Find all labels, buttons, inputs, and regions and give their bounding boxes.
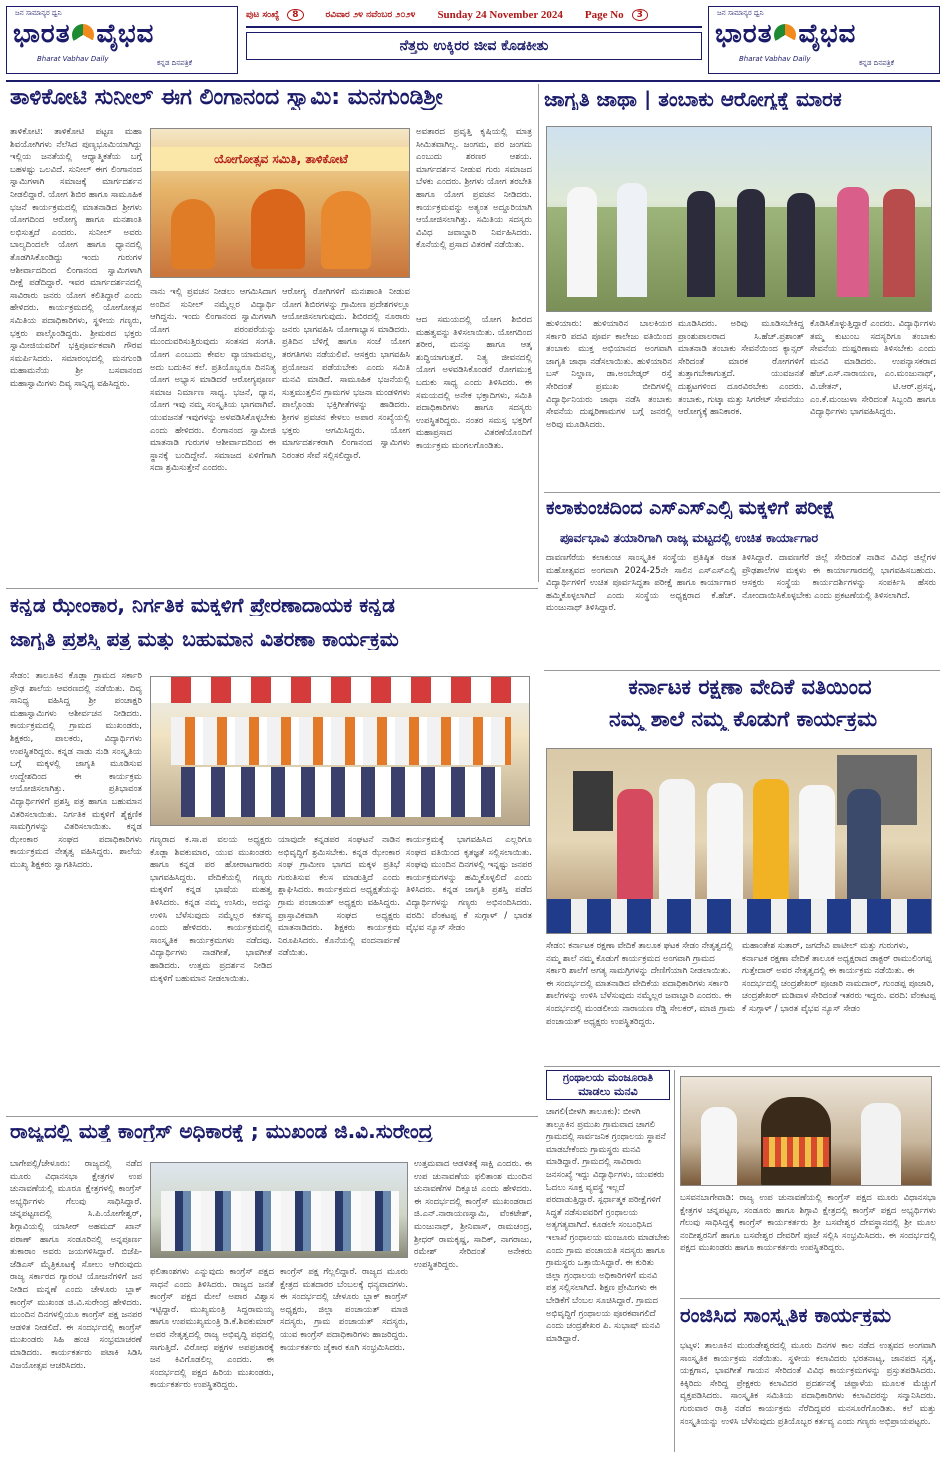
article4-photo (150, 676, 530, 826)
article6-headline-box (546, 1070, 670, 1100)
logo-word-bharata: ಭಾರತ (13, 19, 71, 49)
article5-headline-line1: ಕರ್ನಾಟಕ ರಕ್ಷಣಾ ವೇದಿಕೆ ವತಿಯಿಂದ (628, 676, 872, 699)
article5-column-2: ಮಹಾಂತೇಶ ಸುತಾರ್, ಜಗದೇವಿ ಪಾಟೀಲ್ ಮತ್ತು ಗುರುಗಳು, ಕರ್ನಾಟಕ ರಕ್ಷಣಾ ವೇದಿಕೆ ತಾಲೂಕ ಅಧ್ಯಕ್ಷರಾದ ಡಾಕ್ಟರ್ ರಾಮುಲಿಂಗಪ್ಪ ಗುತ್ತೇದಾರ್ ಅವರ ನೇತೃತ್ವದಲ್ಲಿ ಈ ಕಾರ್ಯಕ್ರಮ ನಡೆಯಿತು. ಈ ಸಂದರ್ಭದಲ್ಲಿ ಚಂದ್ರಶೇಖರ್ ಪೂಜಾರಿ ನಾಮದಾರ್, ಗುಂಡಪ್ಪ ಪೂಜಾರಿ, ಚಂದ್ರಶೇಖರ್ ಮಡಿವಾಳ ಸೇರಿದಂತೆ ಇತರರು ಇದ್ದರು. ವರದಿ: ವೆಂಕಟಪ್ಪ ಕೆ ಸುಗ್ಗಾಳ್ / ಭಾರತ ವೈಭವ ನ್ಯೂಸ್ ಸೇಡಂ (742, 941, 936, 1014)
person-figure (883, 189, 915, 297)
english-date: Sunday 24 November 2024 (437, 9, 563, 21)
logo-word-vaibhava: ವೈಭವ (798, 19, 857, 49)
column-divider (538, 84, 539, 582)
article1-column-2: ನಾನು ಇಲ್ಲಿ ಪ್ರವಚನ ನೀಡಲು ಆಗಮಿಸಿದಾಗ ಅಂದಿನ ಸುನೀಲ್ ನಮ್ಮೆಲ್ಲರ ವಿದ್ಯಾರ್ಥಿ ಆಗಿದ್ದನು. ಇಂದು ಲಿಂಗಾನಂದ ಸ್ವಾಮಿಗಳಾಗಿ ಯೋಗ ಪರಂಪರೆಯನ್ನು ಮುಂದುವರಿಸುತ್ತಿರುವುದು ಸಂತಸದ ಸಂಗತಿ. ಯೋಗ ಎಂಬುದು ಕೇವಲ ವ್ಯಾಯಾಮವಲ್ಲ, ಅದು ಬದುಕಿನ ಕಲೆ. ಪ್ರತಿಯೊಬ್ಬರೂ ದಿನನಿತ್ಯ ಯೋಗ ಅಭ್ಯಾಸ ಮಾಡಿದರೆ ಆರೋಗ್ಯಪೂರ್ಣ ಸಮಾಜ ನಿರ್ಮಾಣ ಸಾಧ್ಯ. ಭಜನೆ, ಧ್ಯಾನ, ಯೋಗ ಇವು ನಮ್ಮ ಸಂಸ್ಕೃತಿಯ ಭಾಗವಾಗಿವೆ. ಯುವಜನತೆ ಇವುಗಳನ್ನು ಅಳವಡಿಸಿಕೊಳ್ಳಬೇಕು ಎಂದು ಹೇಳಿದರು. ಲಿಂಗಾನಂದ ಸ್ವಾಮೀಜಿ ಮಾತನಾಡಿ ಗುರುಗಳ ಆಶೀರ್ವಾದದಿಂದ ಈ ಸ್ಥಾನಕ್ಕೆ ಬಂದಿದ್ದೇನೆ. ಸಮಾಜದ ಏಳಿಗೆಗಾಗಿ ಸದಾ ಶ್ರಮಿಸುತ್ತೇನೆ ಎಂದರು. (150, 287, 276, 474)
person-figure (787, 193, 815, 297)
article4-column-4: ಕಾರ್ಯಕ್ರಮಕ್ಕೆ ಭಾಗವಹಿಸಿದ ಎಲ್ಲರಿಗೂ ಸಂಘದ ವತಿಯಿಂದ ಕೃತಜ್ಞತೆ ಸಲ್ಲಿಸಲಾಯಿತು. ಸಂಘವು ಮುಂದಿನ ದಿನಗಳಲ್ಲಿ ಇನ್ನಷ್ಟು ಜನಪರ ಕಾರ್ಯಕ್ರಮಗಳನ್ನು ಹಮ್ಮಿಕೊಳ್ಳಲಿದೆ ಎಂದು ತಿಳಿಸಿದರು. ಕನ್ನಡ ಜಾಗೃತಿ ಪ್ರಶಸ್ತಿ ಪಡೆದ ವಿದ್ಯಾರ್ಥಿಗಳನ್ನು ಗಣ್ಯರು ಅಭಿನಂದಿಸಿದರು. ವರದಿ: ವೆಂಕಟಪ್ಪ ಕೆ ಸುಗ್ಗಾಳ್ / ಭಾರತ ವೈಭವ ನ್ಯೂಸ್ ಸೇಡಂ (406, 835, 532, 934)
article3-column-2: ತಿಳಿಸಿದ್ದಾರೆ. ದಾವಣಗೆರೆ ಜಿಲ್ಲೆ ಸೇರಿದಂತೆ ನಾಡಿನ ವಿವಿಧ ಜಿಲ್ಲೆಗಳ ಪ್ರೌಢಶಾಲೆಗಳ ಮಕ್ಕಳು ಈ ಕಾರ್ಯಾಗಾರದಲ್ಲಿ ಭಾಗವಹಿಸಬಹುದು. ಆಸಕ್ತರು ಸಂಸ್ಥೆಯ ಕಾರ್ಯದರ್ಶಿಗಳನ್ನು ಸಂಪರ್ಕಿಸಿ ಹೆಸರು ನೋಂದಾಯಿಸಿಕೊಳ್ಳಬೇಕು ಎಂದು ಪ್ರಕಟಣೆಯಲ್ಲಿ ತಿಳಿಸಲಾಗಿದೆ. (742, 553, 936, 601)
swami-figure (171, 199, 215, 269)
article7-photo (680, 1076, 932, 1186)
article6-body: ಚಾಗಲಿ(ಬೀಳಗಿ ತಾಲೂಕು): ಬೀಳಗಿ ತಾಲ್ಲೂಕಿನ ಪ್ರಮುಖ ಗ್ರಾಮವಾದ ಚಾಗಲಿ ಗ್ರಾಮದಲ್ಲಿ ಸಾರ್ವಜನಿಕ ಗ್ರಂಥಾಲಯ ಸ್ಥಾಪನೆ ಮಾಡಬೇಕೆಂದು ಗ್ರಾಮಸ್ಥರು ಮನವಿ ಮಾಡಿದ್ದಾರೆ. ಗ್ರಾಮದಲ್ಲಿ ಸಾವಿರಾರು ಜನಸಂಖ್ಯೆ ಇದ್ದು ವಿದ್ಯಾರ್ಥಿಗಳು, ಯುವಕರು ಓದಲು ಸೂಕ್ತ ವ್ಯವಸ್ಥೆ ಇಲ್ಲದೆ ಪರದಾಡುತ್ತಿದ್ದಾರೆ. ಸ್ಪರ್ಧಾತ್ಮಕ ಪರೀಕ್ಷೆಗಳಿಗೆ ಸಿದ್ಧತೆ ನಡೆಸುವವರಿಗೆ ಗ್ರಂಥಾಲಯ ಅತ್ಯಗತ್ಯವಾಗಿದೆ. ಕೂಡಲೇ ಸಂಬಂಧಿಸಿದ ಇಲಾಖೆ ಗ್ರಂಥಾಲಯ ಮಂಜೂರು ಮಾಡಬೇಕು ಎಂದು ಗ್ರಾಮ ಪಂಚಾಯತಿ ಸದಸ್ಯರು ಹಾಗೂ ಗ್ರಾಮಸ್ಥರು ಒತ್ತಾಯಿಸಿದ್ದಾರೆ. ಈ ಕುರಿತು ಜಿಲ್ಲಾ ಗ್ರಂಥಾಲಯ ಅಧಿಕಾರಿಗಳಿಗೆ ಮನವಿ ಪತ್ರ ಸಲ್ಲಿಸಲಾಗಿದೆ. ಶಿಕ್ಷಣ ಪ್ರೇಮಿಗಳು ಈ ಬೇಡಿಕೆಗೆ ಬೆಂಬಲ ಸೂಚಿಸಿದ್ದಾರೆ. ಗ್ರಾಮದ ಅಭಿವೃದ್ಧಿಗೆ ಗ್ರಂಥಾಲಯ ಪೂರಕವಾಗಲಿದೆ ಎಂದು ಚಂದ್ರಶೇಖರ ಪಿ. ಸುಭಾಷ್ ಮನವಿ ಮಾಡಿದ್ದಾರೆ. (546, 1107, 670, 1344)
canopy (151, 677, 530, 703)
article4-column-1: ಸೇಡಂ: ತಾಲೂಕಿನ ಕೊಡ್ಲಾ ಗ್ರಾಮದ ಸರ್ಕಾರಿ ಪ್ರೌಢ ಶಾಲೆಯ ಆವರಣದಲ್ಲಿ ನಡೆಯಿತು. ದಿವ್ಯ ಸಾನಿಧ್ಯ ವಹಿಸಿದ್ದ ಶ್ರೀ ಪಂಚಾಕ್ಷರಿ ಮಹಾಸ್ವಾಮಿಗಳು ಆಶೀರ್ವಚನ ನೀಡಿದರು. ಕಾರ್ಯಕ್ರಮದಲ್ಲಿ ಗ್ರಾಮದ ಮುಖಂಡರು, ಶಿಕ್ಷಕರು, ಪಾಲಕರು, ವಿದ್ಯಾರ್ಥಿಗಳು ಉಪಸ್ಥಿತರಿದ್ದರು. ಕನ್ನಡ ನಾಡು ನುಡಿ ಸಂಸ್ಕೃತಿಯ ಬಗ್ಗೆ ಮಕ್ಕಳಲ್ಲಿ ಜಾಗೃತಿ ಮೂಡಿಸುವ ಉದ್ದೇಶದಿಂದ ಈ ಕಾರ್ಯಕ್ರಮ ಆಯೋಜಿಸಲಾಗಿತ್ತು. ಪ್ರತಿಭಾವಂತ ವಿದ್ಯಾರ್ಥಿಗಳಿಗೆ ಪ್ರಶಸ್ತಿ ಪತ್ರ ಹಾಗೂ ಬಹುಮಾನ ವಿತರಿಸಲಾಯಿತು. ನಿರ್ಗತಿಕ ಮಕ್ಕಳಿಗೆ ಶೈಕ್ಷಣಿಕ ಸಾಮಗ್ರಿಗಳನ್ನು ವಿತರಿಸಲಾಯಿತು. ಕನ್ನಡ ಝೇಂಕಾರ ಸಂಘದ ಪದಾಧಿಕಾರಿಗಳು ಕಾರ್ಯಕ್ರಮದ ನೇತೃತ್ವ ವಹಿಸಿದ್ದರು. ಶಾಲೆಯ ಮುಖ್ಯ ಶಿಕ್ಷಕರು ಸ್ವಾಗತಿಸಿದರು. (10, 671, 142, 870)
newspaper-logo-right (715, 21, 856, 47)
article1-column-5: ಆದ ಸಮಯದಲ್ಲಿ ಯೋಗ ಶಿಬಿರದ ಮಹತ್ವವನ್ನು ತಿಳಿಸಲಾಯಿತು. ಯೋಗದಿಂದ ಶರೀರ, ಮನಸ್ಸು ಹಾಗೂ ಆತ್ಮ ಶುದ್ಧಿಯಾಗುತ್ತದೆ. ನಿತ್ಯ ಜೀವನದಲ್ಲಿ ಯೋಗ ಅಳವಡಿಸಿಕೊಂಡರೆ ರೋಗಮುಕ್ತ ಬದುಕು ಸಾಧ್ಯ ಎಂದು ತಿಳಿಸಿದರು. ಈ ಸಮಯದಲ್ಲಿ ಅನೇಕ ಭಕ್ತಾದಿಗಳು, ಸಮಿತಿ ಪದಾಧಿಕಾರಿಗಳು ಹಾಗೂ ಸದಸ್ಯರು ಉಪಸ್ಥಿತರಿದ್ದರು. ನಂತರ ಸಮಸ್ತ ಭಕ್ತರಿಗೆ ಮಹಾಪ್ರಸಾದ ವಿತರಣೆಯೊಂದಿಗೆ ಕಾರ್ಯಕ್ರಮ ಮಂಗಲಗೊಂಡಿತು. (416, 315, 532, 451)
article9-photo (150, 1162, 408, 1258)
article1-column-4: ಅವತಾರದ ಪ್ರವೃತ್ತಿ ಕೃಷಿಯಲ್ಲಿ ಮಾತ್ರ ಸೀಮಿತವಾಗಿಲ್ಲ. ಜಂಗಮ, ಪರ ಜಂಗಮ ಎಂಬುದು ಶರಣರ ಆಶಯ. ಮಾರ್ಗದರ್ಶನ ನೀಡುವ ಗುರು ಸಮಾಜದ ಬೆಳಕು ಎಂದರು. ಶ್ರೀಗಳು ಯೋಗ ತರಬೇತಿ ಹಾಗೂ ಯೋಗ ಪ್ರವಚನ ನೀಡಿದರು. ಕಾರ್ಯಕ್ರಮವನ್ನು ಅತ್ಯಂತ ಅದ್ದೂರಿಯಾಗಿ ಆಯೋಜಿಸಲಾಗಿತ್ತು. ಸಮಿತಿಯ ಸದಸ್ಯರು ವಿವಿಧ ಜವಾಬ್ದಾರಿ ನಿರ್ವಹಿಸಿದರು. ಕೊನೆಯಲ್ಲಿ ಪ್ರಸಾದ ವಿತರಣೆ ನಡೆಯಿತು. (416, 127, 532, 251)
person-figure (799, 785, 835, 899)
article1-column-1: ತಾಳಿಕೋಟಿ: ತಾಳಿಕೋಟಿ ಪಟ್ಟಣ ಮಹಾ ಶಿವಯೋಗಿಗಳು ನೆಲೆಸಿದ ಪುಣ್ಯಭೂಮಿಯಾಗಿದ್ದು ಇಲ್ಲಿಯ ಜನತೆಯಲ್ಲಿ ಆಧ್ಯಾತ್ಮಿಕತೆಯ ಬಗ್ಗೆ ಬಹಳಷ್ಟು ಒಲವಿದೆ. ಸುನೀಲ್ ಈಗ ಲಿಂಗಾನಂದ ಸ್ವಾಮಿಗಳಾಗಿ ಸಮಾಜಕ್ಕೆ ಮಾರ್ಗದರ್ಶನ ನೀಡಲಿದ್ದಾರೆ. ಯೋಗ ಶಿಬಿರ ಹಾಗೂ ಸಾಮೂಹಿಕ ಭಜನೆ ಕಾರ್ಯಕ್ರಮದಲ್ಲಿ ಮಾತನಾಡಿದ ಶ್ರೀಗಳು ಯೋಗದಿಂದ ಆರೋಗ್ಯ ಹಾಗೂ ಮನಶಾಂತಿ ಲಭಿಸುತ್ತದೆ ಎಂದರು. ಸುನೀಲ್ ಅವರು ಬಾಲ್ಯದಿಂದಲೇ ಯೋಗ ಹಾಗೂ ಧ್ಯಾನದಲ್ಲಿ ತೊಡಗಿಸಿಕೊಂಡಿದ್ದು ಇಂದು ಗುರುಗಳ ಆಶೀರ್ವಾದದಿಂದ ಲಿಂಗಾನಂದ ಸ್ವಾಮಿಗಳಾಗಿ ದೀಕ್ಷೆ ಪಡೆದಿದ್ದಾರೆ. ಇವರ ಮಾರ್ಗದರ್ಶನದಲ್ಲಿ ಸಾವಿರಾರು ಜನರು ಯೋಗ ಕಲಿತಿದ್ದಾರೆ ಎಂದು ಹೇಳಿದರು. ಕಾರ್ಯಕ್ರಮದಲ್ಲಿ ಯೋಗೋತ್ಸವ ಸಮಿತಿಯ ಪದಾಧಿಕಾರಿಗಳು, ಸ್ಥಳೀಯ ಗಣ್ಯರು, ಭಕ್ತರು ಪಾಲ್ಗೊಂಡಿದ್ದರು. ಶ್ರೀಮಠದ ಭಕ್ತರು ಸ್ವಾಮೀಜಿಯವರಿಗೆ ಭಕ್ತಿಪೂರ್ವಕವಾಗಿ ಗೌರವ ಸಮರ್ಪಿಸಿದರು. ಸಮಾರಂಭದಲ್ಲಿ ಮನಗುಂಡಿ ಮಹಾಮನೆಯ ಶ್ರೀ ಬಸವಾನಂದ ಮಹಾಸ್ವಾಮಿಗಳು ದಿವ್ಯ ಸಾನ್ನಿಧ್ಯ ವಹಿಸಿದ್ದರು. (10, 127, 142, 389)
article7-caption: ಬಸವನಬಾಗೇವಾಡಿ: ರಾಜ್ಯ ಉಪ ಚುನಾವಣೆಯಲ್ಲಿ ಕಾಂಗ್ರೆಸ್ ಪಕ್ಷದ ಮೂರು ವಿಧಾನಸಭಾ ಕ್ಷೇತ್ರಗಳ ಚನ್ನಪಟ್ಟಣ, ಸಂಡೂರು ಹಾಗೂ ಶಿಗ್ಗಾವಿ ಕ್ಷೇತ್ರದಲ್ಲಿ ಕಾಂಗ್ರೆಸ್ ಪಕ್ಷದ ಅಭ್ಯರ್ಥಿಗಳು ಗೆಲುವು ಸಾಧಿಸಿದ್ದಕ್ಕೆ ಕಾಂಗ್ರೆಸ್ ಕಾರ್ಯಕರ್ತರು ಶ್ರೀ ಬಸವೇಶ್ವರ ದೇವಸ್ಥಾನದಲ್ಲಿ ಶ್ರೀ ಮೂಲ ನಂದೀಶ್ವರನಿಗೆ ಹಾಗೂ ಬಸವೇಶ್ವರ ದೇವರಿಗೆ ಪೂಜೆ ಸಲ್ಲಿಸಿ ಸಂಭ್ರಮಿಸಿದರು. ಈ ಸಂದರ್ಭದಲ್ಲಿ ಪಕ್ಷದ ಮುಖಂಡರು ಹಾಗೂ ಕಾರ್ಯಕರ್ತರು ಉಪಸ್ಥಿತರಿದ್ದರು. (680, 1193, 936, 1254)
article9-column-4: ಉತ್ತಮವಾದ ಆಡಳಿತಕ್ಕೆ ಸಾಕ್ಷಿ ಎಂದರು. ಈ ಉಪ ಚುನಾವಣೆಯ ಫಲಿತಾಂಶ ಮುಂದಿನ ಚುನಾವಣೆಗಳ ದಿಕ್ಸೂಚಿ ಎಂದು ಹೇಳಿದರು. ಈ ಸಂದರ್ಭದಲ್ಲಿ ಕಾಂಗ್ರೆಸ್ ಮುಖಂಡರಾದ ಜಿ.ಎನ್.ನಾರಾಯಣಸ್ವಾಮಿ, ವೆಂಕಟೇಶ್, ಮಂಜುನಾಥ್, ಶ್ರೀನಿವಾಸ್, ರಾಮಚಂದ್ರ, ಶ್ರೀಧರ್ ರಾಮಕೃಷ್ಣ, ಸಾದಿಕ್, ನಾಗರಾಜು, ರಮೇಶ್ ಸೇರಿದಂತೆ ಅನೇಕರು ಉಪಸ್ಥಿತರಿದ್ದರು. (414, 1159, 532, 1270)
door (573, 771, 613, 831)
article9-headline: ರಾಜ್ಯದಲ್ಲಿ ಮತ್ತೆ ಕಾಂಗ್ರೆಸ್ ಅಧಿಕಾರಕ್ಕೆ ; ಮುಖಂಡ ಜಿ.ವಿ.ಸುರೇಂದ್ರ (10, 1120, 433, 1142)
person-figure (687, 191, 715, 297)
article5-photo (546, 748, 932, 934)
article6-headline-line2: ಮಾಡಲು ಮನವಿ (578, 1085, 638, 1098)
article5-headline-line2: ನಮ್ಮ ಶಾಲೆ ನಮ್ಮ ಕೊಡುಗೆ ಕಾರ್ಯಕ್ರಮ (608, 708, 878, 731)
article4-column-2: ಗಣ್ಯರಾದ ಕ.ಸಾ.ಪ ವಲಯ ಅಧ್ಯಕ್ಷರು ಕೊಡ್ಲಾ ಶಿವಕುಮಾರ, ಯುವ ಮುಖಂಡರು ಹಾಗೂ ಕನ್ನಡ ಪರ ಹೋರಾಟಗಾರರು ಭಾಗವಹಿಸಿದ್ದರು. ವೇದಿಕೆಯಲ್ಲಿ ಗಣ್ಯರು ಮಕ್ಕಳಿಗೆ ಕನ್ನಡ ಭಾಷೆಯ ಮಹತ್ವ ತಿಳಿಸಿದರು. ಕನ್ನಡ ನಮ್ಮ ಉಸಿರು, ಅದನ್ನು ಉಳಿಸಿ ಬೆಳೆಸುವುದು ನಮ್ಮೆಲ್ಲರ ಕರ್ತವ್ಯ ಎಂದು ಹೇಳಿದರು. ಕಾರ್ಯಕ್ರಮದಲ್ಲಿ ಸಾಂಸ್ಕೃತಿಕ ಕಾರ್ಯಕ್ರಮಗಳು ನಡೆದವು. ವಿದ್ಯಾರ್ಥಿಗಳು ನಾಡಗೀತೆ, ಭಾವಗೀತೆ ಹಾಡಿದರು. ಉತ್ತಮ ಪ್ರದರ್ಶನ ನೀಡಿದ ಮಕ್ಕಳಿಗೆ ಬಹುಮಾನ ನೀಡಲಾಯಿತು. (150, 835, 272, 984)
article2-headline: ಜಾಗೃತಿ ಜಾಥಾ | ತಂಬಾಕು ಆರೋಗ್ಯಕ್ಕೆ ಮಾರಕ (544, 88, 842, 110)
subtitle-right: ಕನ್ನಡ ದಿನಪತ್ರಿಕೆ (859, 59, 895, 67)
article2-column-2: ಮೂಡಿಸಿದರು. ಅರಿವು ಮೂಡಿಸಬೇಕಿದ್ದ ಪ್ರಾಂಶುಪಾಲರಾದ ಸಿ.ಹೆಚ್.ಪ್ರಶಾಂತ್ ಮಾತನಾಡಿ ತಂಬಾಕು ಸೇವನೆಯಿಂದ ಕ್ಯಾನ್ಸರ್ ಸೇರಿದಂತೆ ಮಾರಕ ರೋಗಗಳಿಗೆ ತುತ್ತಾಗಬೇಕಾಗುತ್ತದೆ. ಯುವಜನತೆ ದುಶ್ಚಟಗಳಿಂದ ದೂರವಿರಬೇಕು ಎಂದರು. ತಂಬಾಕು, ಗುಟ್ಕಾ ಮತ್ತು ಸಿಗರೇಟ್ ಸೇವನೆಯು ಆರೋಗ್ಯಕ್ಕೆ ಹಾನಿಕಾರಕ. (678, 319, 804, 418)
person-figure (837, 187, 869, 297)
person-figure (753, 779, 789, 899)
article1-column-3: ಆರೋಗ್ಯ ರೋಗಿಗಳಿಗೆ ಮನಃಶಾಂತಿ ನೀಡುವ ಯೋಗ ಶಿಬಿರಗಳನ್ನು ಗ್ರಾಮೀಣ ಪ್ರದೇಶಗಳಲ್ಲೂ ಆಯೋಜಿಸಲಾಗುವುದು. ಶಿಬಿರದಲ್ಲಿ ನೂರಾರು ಜನರು ಭಾಗವಹಿಸಿ ಯೋಗಾಭ್ಯಾಸ ಮಾಡಿದರು. ಪ್ರತಿದಿನ ಬೆಳಿಗ್ಗೆ ಹಾಗೂ ಸಂಜೆ ಯೋಗ ತರಗತಿಗಳು ನಡೆಯಲಿವೆ. ಆಸಕ್ತರು ಭಾಗವಹಿಸಿ ಪ್ರಯೋಜನ ಪಡೆಯಬೇಕು ಎಂದು ಸಮಿತಿ ಮನವಿ ಮಾಡಿದೆ. ಸಾಮೂಹಿಕ ಭಜನೆಯಲ್ಲಿ ಸುತ್ತಮುತ್ತಲಿನ ಗ್ರಾಮಗಳ ಭಜನಾ ಮಂಡಳಿಗಳು ಪಾಲ್ಗೊಂಡು ಭಕ್ತಿಗೀತೆಗಳನ್ನು ಹಾಡಿದರು. ಶ್ರೀಗಳ ಪ್ರವಚನ ಕೇಳಲು ಅಪಾರ ಸಂಖ್ಯೆಯಲ್ಲಿ ಭಕ್ತರು ಆಗಮಿಸಿದ್ದರು. ಯೋಗ ಮಾರ್ಗದರ್ಶಕರಾಗಿ ಲಿಂಗಾನಂದ ಸ್ವಾಮಿಗಳು ನಿರಂತರ ಸೇವೆ ಸಲ್ಲಿಸಲಿದ್ದಾರೆ. (282, 287, 410, 461)
article1-photo (150, 128, 410, 278)
flag-icon (72, 24, 94, 46)
article-divider (680, 1298, 940, 1299)
article-divider (544, 1066, 940, 1067)
masthead-left (6, 6, 238, 74)
logo-word-bharata: ಭಾರತ (715, 19, 773, 49)
article9-column-1: ಬಾಗೇಪಲ್ಲಿ/ಚೇಳೂರು: ರಾಜ್ಯದಲ್ಲಿ ನಡೆದ ಮೂರು ವಿಧಾನಸಭಾ ಕ್ಷೇತ್ರಗಳ ಉಪ ಚುನಾವಣೆಯಲ್ಲಿ ಮೂರೂ ಕ್ಷೇತ್ರಗಳಲ್ಲಿ ಕಾಂಗ್ರೆಸ್ ಅಭ್ಯರ್ಥಿಗಳು ಗೆಲುವು ಸಾಧಿಸಿದ್ದಾರೆ. ಚನ್ನಪಟ್ಟಣದಲ್ಲಿ ಸಿ.ಪಿ.ಯೋಗೇಶ್ವರ್, ಶಿಗ್ಗಾವಿಯಲ್ಲಿ ಯಾಸೀರ್ ಅಹಮದ್ ಖಾನ್ ಪಠಾಣ್ ಹಾಗೂ ಸಂಡೂರಿನಲ್ಲಿ ಅನ್ನಪೂರ್ಣ ತುಕಾರಾಂ ಅವರು ಜಯಗಳಿಸಿದ್ದಾರೆ. ಬಿಜೆಪಿ-ಜೆಡಿಎಸ್ ಮೈತ್ರಿಕೂಟಕ್ಕೆ ಸೋಲು ಆಗಿರುವುದು ರಾಜ್ಯ ಸರ್ಕಾರದ ಗ್ಯಾರಂಟಿ ಯೋಜನೆಗಳಿಗೆ ಜನ ನೀಡಿದ ಮನ್ನಣೆ ಎಂದು ಚೇಳೂರು ಬ್ಲಾಕ್ ಕಾಂಗ್ರೆಸ್ ಮುಖಂಡ ಜಿ.ವಿ.ಸುರೇಂದ್ರ ಹೇಳಿದರು. ಮುಂದಿನ ದಿನಗಳಲ್ಲಿಯೂ ಕಾಂಗ್ರೆಸ್ ಪಕ್ಷ ಜನಪರ ಆಡಳಿತ ನೀಡಲಿದೆ. ಈ ಸಂದರ್ಭದಲ್ಲಿ ಕಾಂಗ್ರೆಸ್ ಮುಖಂಡರು ಸಿಹಿ ಹಂಚಿ ಸಂಭ್ರಮಾಚರಣೆ ಮಾಡಿದರು. ಕಾರ್ಯಕರ್ತರು ಪಟಾಕಿ ಸಿಡಿಸಿ ವಿಜಯೋತ್ಸವ ಆಚರಿಸಿದರು. (10, 1159, 142, 1371)
swami-figure (321, 191, 371, 269)
tagline-right: ಜನ ಸಾಮಾನ್ಯರ ಧ್ವನಿ (717, 9, 764, 17)
english-name-left: Bharat Vabhav Daily (37, 55, 109, 63)
subtitle-left: ಕನ್ನಡ ದಿನಪತ್ರಿಕೆ (157, 59, 193, 67)
page-number: 3 (632, 9, 648, 21)
article9-column-3: ಕಾಂಗ್ರೆಸ್ ಪಕ್ಷ ಗೆಲ್ಲಲಿದ್ದಾರೆ. ರಾಜ್ಯದ ಮೂರು ಕ್ಷೇತ್ರದ ಮತದಾರರ ಬೆಂಬಲಕ್ಕೆ ಧನ್ಯವಾದಗಳು. ಈ ಸಂದರ್ಭದಲ್ಲಿ ಚೇಳೂರು ಬ್ಲಾಕ್ ಕಾಂಗ್ರೆಸ್ ಅಧ್ಯಕ್ಷರು, ಜಿಲ್ಲಾ ಪಂಚಾಯತ್ ಮಾಜಿ ಸದಸ್ಯರು, ಗ್ರಾಮ ಪಂಚಾಯತ್ ಸದಸ್ಯರು, ಯುವ ಕಾಂಗ್ರೆಸ್ ಪದಾಧಿಕಾರಿಗಳು ಹಾಜರಿದ್ದರು. ಕಾರ್ಯಕರ್ತರು ಜೈಕಾರ ಕೂಗಿ ಸಂಭ್ರಮಿಸಿದರು. (280, 1267, 408, 1353)
article8-headline: ರಂಜಿಸಿದ ಸಾಂಸ್ಕೃತಿಕ ಕಾರ್ಯಕ್ರಮ (680, 1304, 892, 1326)
kannada-date: ರವಿವಾರ ೨೪ ನವೆಂಬರ ೨೦೨೪ (325, 10, 416, 20)
sanchike-value: 8 (287, 9, 303, 21)
swami-figure (251, 189, 305, 269)
article5-column-1: ಸೇಡಂ: ಕರ್ನಾಟಕ ರಕ್ಷಣಾ ವೇದಿಕೆ ತಾಲೂಕ ಘಟಕ ಸೇಡಂ ನೇತೃತ್ವದಲ್ಲಿ ನಮ್ಮ ಶಾಲೆ ನಮ್ಮ ಕೊಡುಗೆ ಕಾರ್ಯಕ್ರಮದ ಅಂಗವಾಗಿ ಗ್ರಾಮದ ಸರ್ಕಾರಿ ಶಾಲೆಗೆ ಅಗತ್ಯ ಸಾಮಗ್ರಿಗಳನ್ನು ದೇಣಿಗೆಯಾಗಿ ನೀಡಲಾಯಿತು. ಈ ಸಂದರ್ಭದಲ್ಲಿ ಮಾತನಾಡಿದ ವೇದಿಕೆಯ ಪದಾಧಿಕಾರಿಗಳು ಸರ್ಕಾರಿ ಶಾಲೆಗಳನ್ನು ಉಳಿಸಿ ಬೆಳೆಸುವುದು ನಮ್ಮೆಲ್ಲರ ಜವಾಬ್ದಾರಿ ಎಂದರು. ಈ ಸಂದರ್ಭದಲ್ಲಿ ಮಂಡಲೀಯ ನಾರಾಯಣ ರೆಡ್ಡಿ ಸೇಲಕರ್, ಮಾಜಿ ಗ್ರಾಮ ಪಂಚಾಯತ್ ಅಧ್ಯಕ್ಷರು ಉಪಸ್ಥಿತರಿದ್ದರು. (546, 941, 736, 1027)
article-divider (6, 588, 538, 589)
article2-column-3: ಕೊಡಿಸಿಕೊಳ್ಳುತ್ತಿದ್ದಾರೆ ಎಂದರು. ವಿದ್ಯಾರ್ಥಿಗಳು ತಮ್ಮ ಕುಟುಂಬ ಸದಸ್ಯರಿಗೂ ತಂಬಾಕು ಸೇವನೆಯ ದುಷ್ಪರಿಣಾಮ ತಿಳಿಸಬೇಕು ಎಂದು ಮನವಿ ಮಾಡಿದರು. ಉಪನ್ಯಾಸಕರಾದ ಹೆಚ್.ಎಸ್.ನಾರಾಯಣ, ಎಂ.ಮಂಜುನಾಥ್, ವಿ.ಚೇತನ್, ಟಿ.ಆರ್.ಪ್ರಸನ್ನ, ಎಂ.ಕೆ.ಮಂಜುಳಾ ಸೇರಿದಂತೆ ಸಿಬ್ಬಂದಿ ಹಾಗೂ ವಿದ್ಯಾರ್ಥಿಗಳು ಭಾಗವಹಿಸಿದ್ದರು. (810, 319, 936, 418)
article9-column-2: ಫಲಿತಾಂಶಗಳು ಎನ್ನುವುದು ಕಾಂಗ್ರೆಸ್ ಪಕ್ಷದ ಸಾಧನೆ ಎಂದು ತಿಳಿಸಿದರು. ರಾಜ್ಯದ ಜನತೆ ಕಾಂಗ್ರೆಸ್ ಪಕ್ಷದ ಮೇಲೆ ಅಪಾರ ವಿಶ್ವಾಸ ಇಟ್ಟಿದ್ದಾರೆ. ಮುಖ್ಯಮಂತ್ರಿ ಸಿದ್ದರಾಮಯ್ಯ ಹಾಗೂ ಉಪಮುಖ್ಯಮಂತ್ರಿ ಡಿ.ಕೆ.ಶಿವಕುಮಾರ್ ಅವರ ನೇತೃತ್ವದಲ್ಲಿ ರಾಜ್ಯ ಅಭಿವೃದ್ಧಿ ಪಥದಲ್ಲಿ ಸಾಗುತ್ತಿದೆ. ವಿರೋಧ ಪಕ್ಷಗಳ ಅಪಪ್ರಚಾರಕ್ಕೆ ಜನ ಕಿವಿಗೊಡಲಿಲ್ಲ ಎಂದರು. ಈ ಸಂದರ್ಭದಲ್ಲಿ ಪಕ್ಷದ ಹಿರಿಯ ಮುಖಂಡರು, ಕಾರ್ಯಕರ್ತರು ಉಪಸ್ಥಿತರಿದ್ದರು. (150, 1267, 274, 1391)
standing-row (171, 717, 511, 765)
person-figure (617, 789, 653, 899)
article4-headline-line1: ಕನ್ನಡ ಝೇಂಕಾರ, ನಿರ್ಗತಿಕ ಮಕ್ಕಳಿಗೆ ಪ್ರೇರಣಾದಾಯಕ ಕನ್ನಡ (10, 594, 395, 616)
slogan: ನೆತ್ತರು ಉಕ್ಕಿರರ ಜೀವ ಕೊಡಕೀತು (246, 32, 702, 60)
masthead-right (708, 6, 940, 74)
person-figure (707, 783, 743, 899)
person-figure (861, 1103, 901, 1186)
article-divider (6, 1116, 538, 1117)
article-divider (544, 492, 940, 493)
english-name-right: Bharat Vabhav Daily (739, 55, 811, 63)
banner-text: ಯೋಗೋತ್ಸವ ಸಮಿತಿ, ತಾಳಿಕೋಟೆ (151, 147, 410, 171)
group-row (161, 1191, 399, 1251)
article1-headline: ತಾಳಿಕೋಟಿ ಸುನೀಲ್ ಈಗ ಲಿಂಗಾನಂದ ಸ್ವಾಮಿ: ಮನಗುಂಡಿಶ್ರೀ (10, 86, 443, 110)
article2-column-1: ಹುಳಿಯಾರು: ಹುಳಿಯಾರಿನ ಬಾಲಕಿಯರ ಸರ್ಕಾರಿ ಪದವಿ ಪೂರ್ವ ಕಾಲೇಜು ವತಿಯಿಂದ ತಂಬಾಕು ಮುಕ್ತ ಅಭಿಯಾನದ ಅಂಗವಾಗಿ ಜಾಗೃತಿ ಜಾಥಾ ನಡೆಸಲಾಯಿತು. ಹುಳಿಯಾರಿನ ಬಸ್ ನಿಲ್ದಾಣ, ಡಾ.ಅಂಬೇಡ್ಕರ್ ರಸ್ತೆ ಸೇರಿದಂತೆ ಪ್ರಮುಖ ಬೀದಿಗಳಲ್ಲಿ ವಿದ್ಯಾರ್ಥಿನಿಯರು ಜಾಥಾ ನಡೆಸಿ ತಂಬಾಕು ಸೇವನೆಯ ದುಷ್ಪರಿಣಾಮಗಳ ಬಗ್ಗೆ ಜನರಲ್ಲಿ ಅರಿವು ಮೂಡಿಸಿದರು. (546, 319, 672, 430)
tagline-left: ಜನ ಸಾಮಾನ್ಯರ ಧ್ವನಿ (15, 9, 62, 17)
person-figure (701, 1107, 737, 1186)
masthead-rule (6, 80, 940, 82)
article6-headline-line1: ಗ್ರಂಥಾಲಯ ಮಂಜೂರಾತಿ (562, 1071, 654, 1084)
sanchike-label: ಪುಟ ಸಂಖ್ಯೆ (246, 10, 280, 20)
divider (246, 26, 702, 28)
article4-column-3: ಯಾವುದೇ ಕನ್ನಡಪರ ಸಂಘಟನೆ ನಾಡಿನ ಅಭಿವೃದ್ಧಿಗೆ ಶ್ರಮಿಸಬೇಕು. ಕನ್ನಡ ಝೇಂಕಾರ ಸಂಘ ಗ್ರಾಮೀಣ ಭಾಗದ ಮಕ್ಕಳ ಪ್ರತಿಭೆ ಗುರುತಿಸುವ ಕೆಲಸ ಮಾಡುತ್ತಿದೆ ಎಂದು ಶ್ಲಾಘಿಸಿದರು. ಕಾರ್ಯಕ್ರಮದ ಅಧ್ಯಕ್ಷತೆಯನ್ನು ಗ್ರಾಮ ಪಂಚಾಯತ್ ಅಧ್ಯಕ್ಷರು ವಹಿಸಿದ್ದರು. ಪ್ರಾಸ್ತಾವಿಕವಾಗಿ ಸಂಘದ ಅಧ್ಯಕ್ಷರು ಮಾತನಾಡಿದರು. ಶಿಕ್ಷಕರು ಕಾರ್ಯಕ್ರಮ ನಿರೂಪಿಸಿದರು. ಕೊನೆಯಲ್ಲಿ ವಂದನಾರ್ಪಣೆ ನಡೆಯಿತು. (278, 835, 400, 959)
logo-word-vaibhava: ವೈಭವ (96, 19, 155, 49)
article8-body: ಭಟ್ಕಳ: ತಾಲೂಕಿನ ಮುರುಡೇಶ್ವರದಲ್ಲಿ ಮೂರು ದಿನಗಳ ಕಾಲ ನಡೆದ ಉತ್ಸವದ ಅಂಗವಾಗಿ ಸಾಂಸ್ಕೃತಿಕ ಕಾರ್ಯಕ್ರಮ ನಡೆಯಿತು. ಸ್ಥಳೀಯ ಕಲಾವಿದರು ಭರತನಾಟ್ಯ, ಜಾನಪದ ನೃತ್ಯ, ಯಕ್ಷಗಾನ, ಭಾವಗೀತೆ ಗಾಯನ ಸೇರಿದಂತೆ ವಿವಿಧ ಕಾರ್ಯಕ್ರಮಗಳನ್ನು ಪ್ರಸ್ತುತಪಡಿಸಿದರು. ಕಿಕ್ಕಿರಿದು ಸೇರಿದ್ದ ಪ್ರೇಕ್ಷಕರು ಕಲಾವಿದರ ಪ್ರದರ್ಶನಕ್ಕೆ ಚಪ್ಪಾಳೆಯ ಮೂಲಕ ಮೆಚ್ಚುಗೆ ವ್ಯಕ್ತಪಡಿಸಿದರು. ಸಾಂಸ್ಕೃತಿಕ ಸಮಿತಿಯ ಪದಾಧಿಕಾರಿಗಳು ಕಲಾವಿದರನ್ನು ಸನ್ಮಾನಿಸಿದರು. ಗುರುವಾರ ರಾತ್ರಿ ನಡೆದ ಕಾರ್ಯಕ್ರಮ ನೆರೆದಿದ್ದವರ ಮನಸೂರೆಗೊಂಡಿತು. ಕಲೆ ಮತ್ತು ಸಂಸ್ಕೃತಿಯನ್ನು ಉಳಿಸಿ ಬೆಳೆಸುವುದು ಪ್ರತಿಯೊಬ್ಬರ ಕರ್ತವ್ಯ ಎಂದು ಗಣ್ಯರು ಅಭಿಪ್ರಾಯಪಟ್ಟರು. (680, 1341, 936, 1427)
garland (763, 1137, 829, 1167)
column-divider (674, 1070, 675, 1452)
person-figure (737, 189, 765, 297)
person-figure (617, 183, 647, 297)
article-divider (544, 670, 940, 671)
students-row (547, 899, 932, 934)
article3-headline: ಕಲಾಕುಂಚದಿಂದ ಎಸ್ಎಸ್ಎಲ್ಸಿ ಮಕ್ಕಳಿಗೆ ಪರೀಕ್ಷೆ (546, 498, 836, 519)
person-figure (659, 779, 695, 899)
article4-headline-line2: ಜಾಗೃತಿ ಪ್ರಶಸ್ತಿ ಪತ್ರ ಮತ್ತು ಬಹುಮಾನ ವಿತರಣಾ ಕಾರ್ಯಕ್ರಮ (10, 628, 399, 650)
newspaper-logo-left (13, 21, 154, 47)
article2-photo (546, 126, 932, 312)
person-figure (567, 187, 597, 297)
flag-icon (774, 24, 796, 46)
page-label: Page No (584, 9, 624, 21)
article3-subhead: ಪೂರ್ವಭಾವಿ ತಯಾರಿಗಾಗಿ ರಾಜ್ಯ ಮಟ್ಟದಲ್ಲಿ ಉಚಿತ ಕಾರ್ಯಾಗಾರ (560, 530, 819, 545)
students-row (181, 767, 501, 817)
person-figure (847, 789, 881, 899)
article3-column-1: ದಾವಣಗೆರೆಯ ಕಲಾಕುಂಚ ಸಾಂಸ್ಕೃತಿಕ ಸಂಸ್ಥೆಯ ಪ್ರತಿಷ್ಠಿತ ರಜತ ಮಹೋತ್ಸವದ ಅಂಗವಾಗಿ 2024-25ನೇ ಸಾಲಿನ ಎಸ್ಎಸ್ಎಲ್ಸಿ ವಿದ್ಯಾರ್ಥಿಗಳಿಗೆ ಉಚಿತ ಪೂರ್ವಸಿದ್ಧತಾ ಪರೀಕ್ಷೆ ಹಾಗೂ ಕಾರ್ಯಾಗಾರ ಹಮ್ಮಿಕೊಳ್ಳಲಾಗಿದೆ ಎಂದು ಸಂಸ್ಥೆಯ ಅಧ್ಯಕ್ಷರಾದ ಕೆ.ಹೆಚ್. ಮಂಜುನಾಥ್ ತಿಳಿಸಿದ್ದಾರೆ. (546, 553, 736, 614)
masthead-center (246, 6, 702, 74)
dateline (246, 6, 702, 24)
